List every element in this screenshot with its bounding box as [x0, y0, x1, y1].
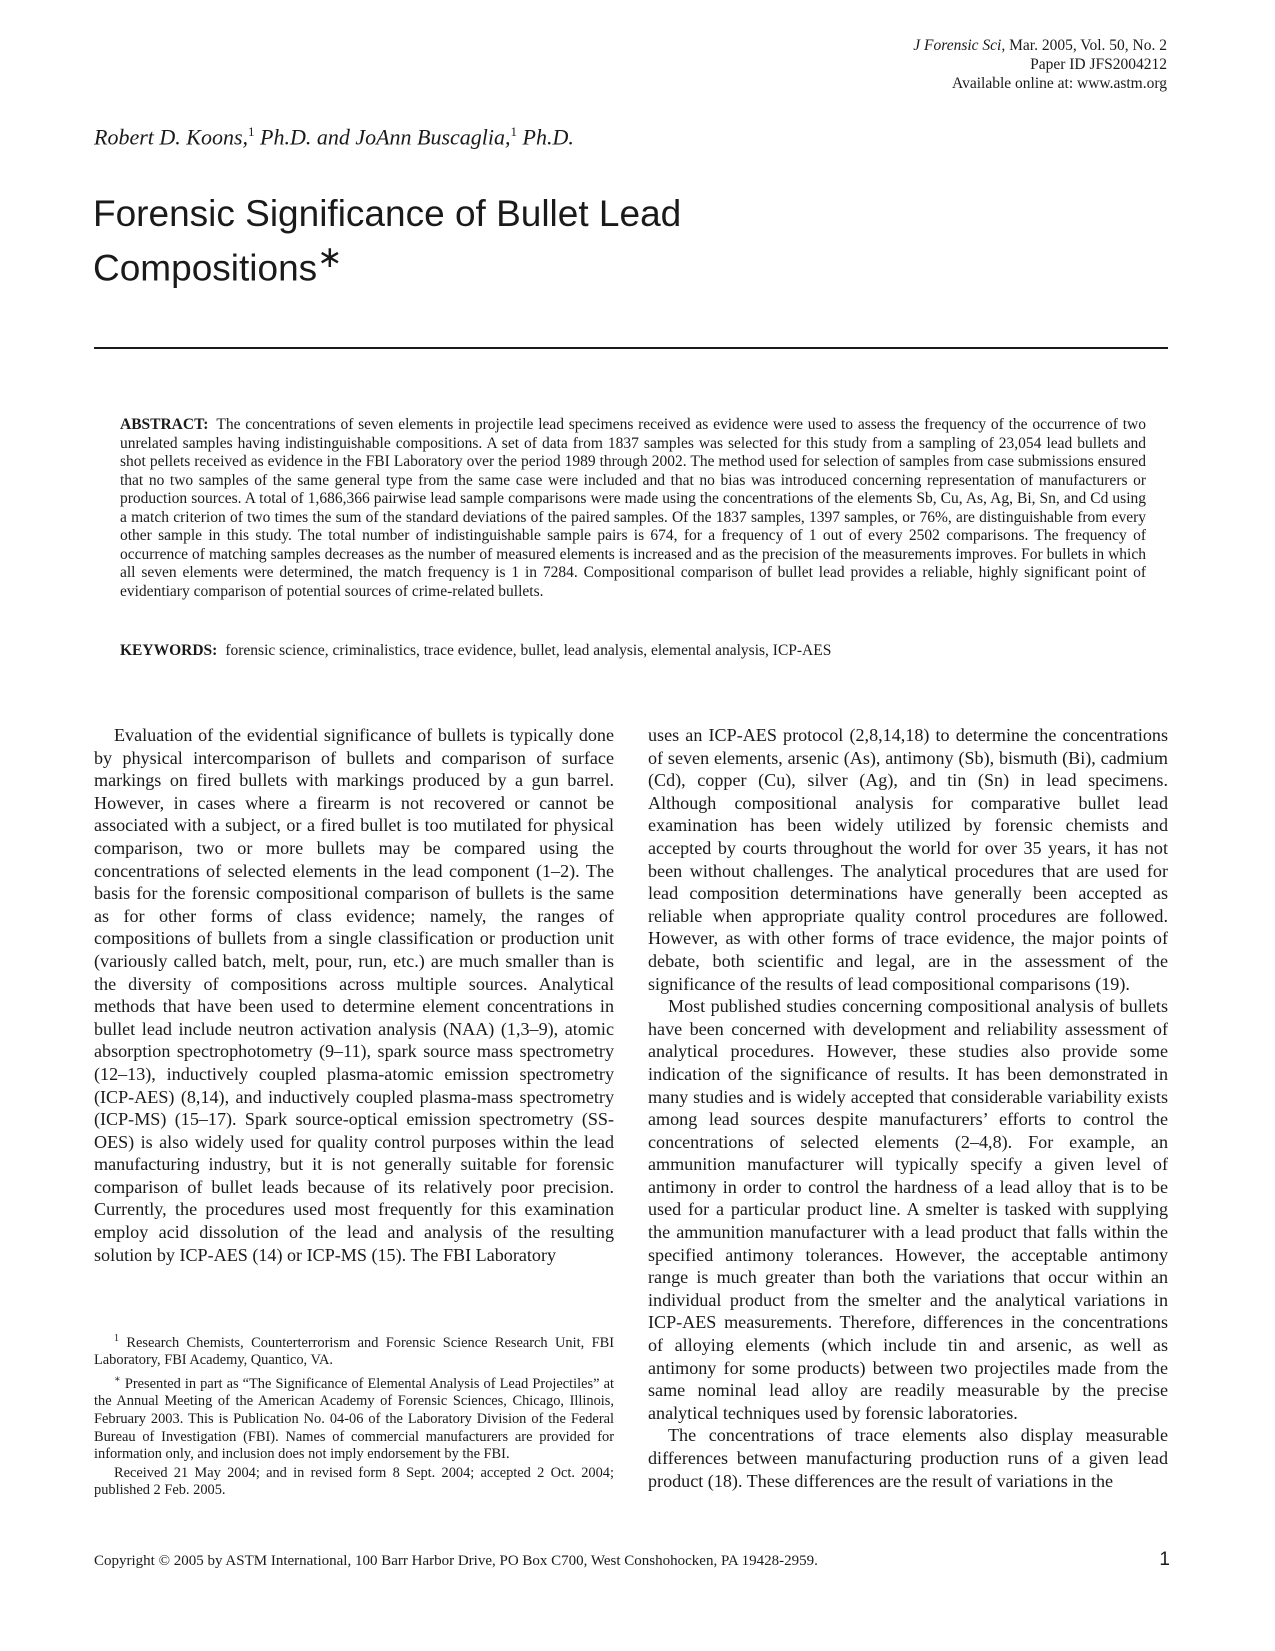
- abstract-text: The concentrations of seven elements in projectile lead specimens received as evidence were used to assess the frequency of the occurrence of two unrelated samples having indistinguishable compositions. A set of data from 1837 samples was selected for this study from a sampling of 23,054 lead bullets and shot pellets received as evidence in the FBI Laboratory over the period 1989 through 2002. The method used for selection of samples from case submissions ensured that no two samples of the same general type from the same case were included and that no bias was introduced concerning representation of manufacturers or production sources. A total of 1,686,366 pairwise lead sample comparisons were made using the concentrations of the elements Sb, Cu, As, Ag, Bi, Sn, and Cd using a match criterion of two times the sum of the standard deviations of the paired samples. Of the 1837 samples, 1397 samples, or 76%, are distinguishable from every other sample in this study. The total number of indistinguishable sample pairs is 674, for a frequency of 1 out of every 2502 comparisons. The frequency of occurrence of matching samples decreases as the number of measured elements is increased and as the precision of the measurements improves. For bullets in which all seven elements were determined, the match frequency is 1 in 7284. Compositional comparison of bullet lead provides a reliable, highly significant point of evidentiary comparison of potential sources of crime-related bullets.: [120, 416, 1146, 600]
- journal-info: [647, 36, 1167, 93]
- received-dates: Received 21 May 2004; and in revised form 8 Sept. 2004; accepted 2 Oct. 2004; published 2 Feb. 2005.: [94, 1464, 614, 1499]
- abstract-label: ABSTRACT:: [120, 416, 209, 433]
- footnote-2-text: Presented in part as “The Significance of Elemental Analysis of Lead Projectiles” at the Annual Meeting of the American Academy of Forensic Sciences, Chicago, Illinois, February 2003. This is Publication No. 04-06 of the Laboratory Division of the Federal Bureau of Investigation (FBI). Names of commercial manufacturers are provided for information only, and inclusion does not imply endorsement by the FBI.: [94, 1375, 614, 1463]
- journal-issue: Mar. 2005, Vol. 50, No. 2: [1009, 37, 1167, 54]
- title-footnote-mark: ∗: [317, 241, 343, 274]
- title-line-1: Forensic Significance of Bullet Lead: [93, 193, 682, 234]
- paper-title: [93, 192, 853, 290]
- body-paragraph: uses an ICP-AES protocol (2,8,14,18) to determine the concentrations of seven elements, arsenic (As), antimony (Sb), bismuth (Bi), cadmium (Cd), copper (Cu), silver (Ag), and tin (Sn) in lead specimens. Although compositional analysis for comparative bullet lead examination has been widely utilized by forensic chemists and accepted by courts throughout the world for over 35 years, it has not been without challenges. The analytical procedures that are used for lead composition determinations have generally been accepted as reliable when appropriate quality control procedures are followed. However, as with other forms of trace evidence, the major points of debate, both scientific and legal, are in the assessment of the significance of the results of lead compositional comparisons (19).: [648, 725, 1168, 994]
- footnotes: [94, 1330, 614, 1501]
- availability: Available online at: www.astm.org: [952, 75, 1167, 92]
- body-paragraph: Most published studies concerning compositional analysis of bullets have been concerned with development and reliability assessment of analytical procedures. However, these studies also provide some indication of the significance of results. It has been demonstrated in many studies and is widely accepted that considerable variability exists among lead sources despite manufacturers’ efforts to control the concentrations of selected elements (2–4,8). For example, an ammunition manufacturer will typically specify a given level of antimony in order to control the hardness of a lead alloy that is to be used for a particular product line. A smelter is tasked with supplying the ammunition manufacturer with a lead product that falls within the specified antimony tolerances. However, the acceptable antimony range is much greater than both the variations that occur within an individual product from the smelter and the analytical variations in ICP-AES measurements. Therefore, differences in the concentrations of alloying elements (which include tin and arsenic, as well as antimony for some products) between two projectiles made from the same nominal lead alloy are readily measurable by the precise analytical techniques used by forensic laboratories.: [648, 996, 1168, 1423]
- footnote-2: [94, 1371, 614, 1464]
- author-degree-2: Ph.D.: [522, 124, 574, 150]
- body-paragraph: Evaluation of the evidential significance of bullets is typically done by physical intercomparison of bullets and comparison of surface markings on fired bullets with markings produced by a gun barrel. However, in cases where a firearm is not recovered or cannot be associated with a subject, or a fired bullet is too mutilated for physical comparison, two or more bullets may be compared using the concentrations of selected elements in the lead component (1–2). The basis for the forensic compositional comparison of bullets is the same as for other forms of class evidence; namely, the ranges of compositions of bullets from a single classification or production unit (variously called batch, melt, pour, run, etc.) are much smaller than is the diversity of compositions across multiple sources. Analytical methods that have been used to determine element concentrations in bullet lead include neutron activation analysis (NAA) (1,3–9), atomic absorption spectrophotometry (9–11), spark source mass spectrometry (12–13), inductively coupled plasma-atomic emission spectrometry (ICP-AES) (8,14), and inductively coupled plasma-mass spectrometry (ICP-MS) (15–17). Spark source-optical emission spectrometry (SS-OES) is also widely used for quality control purposes within the lead manufacturing industry, but it is not generally suitable for forensic comparison of bullet leads because of its relatively poor precision. Currently, the procedures used most frequently for this examination employ acid dissolution of the lead and analysis of the resulting solution by ICP-AES (14) or ICP-MS (15). The FBI Laboratory: [94, 725, 614, 1265]
- copyright: Copyright © 2005 by ASTM International, 100 Barr Harbor Drive, PO Box C700, West Conshohocken, PA 19428-2959.: [94, 1553, 818, 1569]
- title-rule: [94, 347, 1168, 349]
- page-number: 1: [1159, 1549, 1170, 1570]
- author1-mark: 1: [248, 124, 255, 139]
- authors: [94, 124, 574, 150]
- body-column-right: [648, 724, 1168, 1492]
- journal-issue-line: [647, 36, 1167, 55]
- abstract: [120, 416, 1146, 601]
- footnote-2-mark: ∗: [114, 1373, 121, 1385]
- keywords-text: forensic science, criminalistics, trace evidence, bullet, lead analysis, elemental analysis, ICP-AES: [225, 642, 832, 659]
- title-line-2: Compositions: [93, 247, 318, 289]
- keywords-label: KEYWORDS:: [120, 642, 218, 659]
- footnote-1-text: Research Chemists, Counterterrorism and Forensic Science Research Unit, FBI Laboratory, FBI Academy, Quantico, VA.: [94, 1334, 614, 1369]
- author-degree-1: Ph.D. and JoAnn Buscaglia,: [260, 124, 511, 150]
- body-paragraph: The concentrations of trace elements also display measurable differences between manufacturing production runs of a given lead product (18). These differences are the result of variations in the: [648, 1425, 1168, 1491]
- author2-mark: 1: [510, 124, 518, 139]
- body-column-left: [94, 724, 614, 1266]
- footnote-1-mark: 1: [114, 1333, 119, 1344]
- journal-name: J Forensic Sci,: [913, 37, 1006, 54]
- footnote-1: [94, 1330, 614, 1370]
- author1-name: Robert D. Koons,: [94, 124, 248, 150]
- paper-id: Paper ID JFS2004212: [1030, 56, 1167, 73]
- keywords: [120, 641, 1146, 660]
